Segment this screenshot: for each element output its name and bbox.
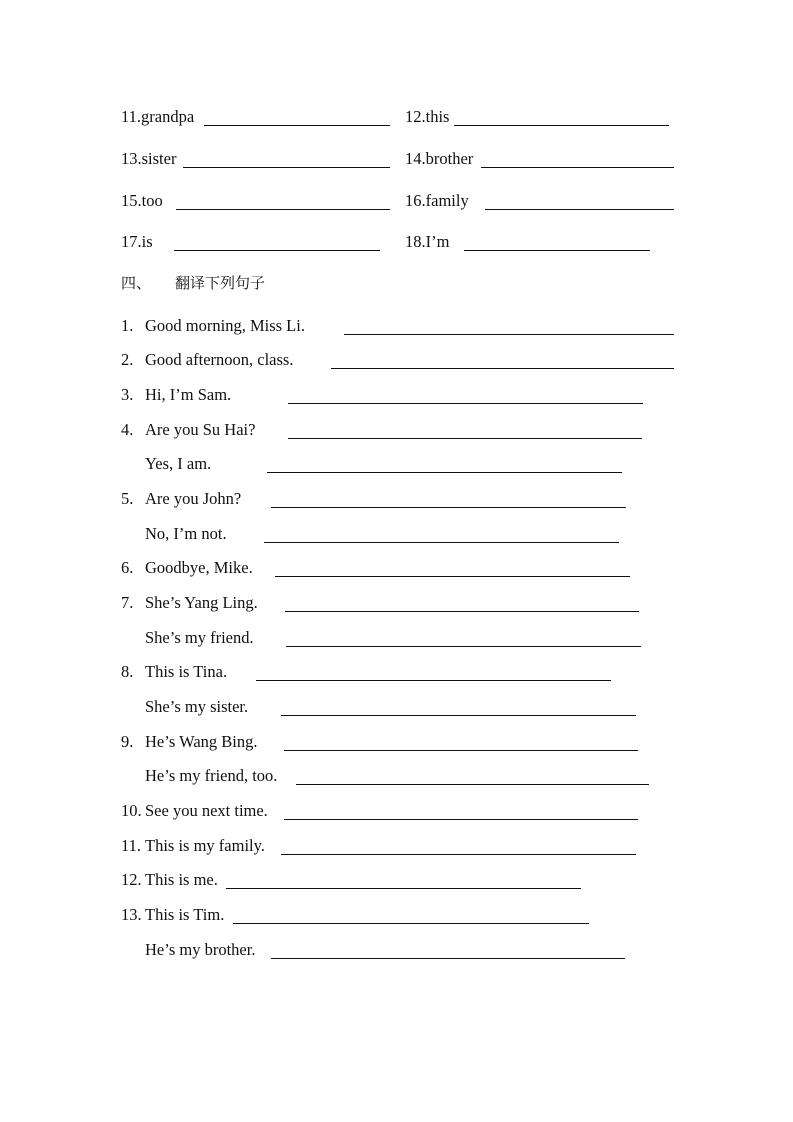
- sentence-number: 4.: [121, 420, 134, 439]
- answer-blank[interactable]: [281, 854, 636, 855]
- sentence-text: This is Tim.: [145, 905, 225, 924]
- answer-blank[interactable]: [174, 250, 380, 251]
- answer-blank[interactable]: [281, 715, 636, 716]
- answer-blank[interactable]: [288, 403, 643, 404]
- sentence-item: [121, 316, 305, 336]
- sentence-text: Good afternoon, class.: [145, 350, 294, 369]
- answer-blank[interactable]: [284, 750, 638, 751]
- sentence-text: This is Tina.: [145, 662, 228, 681]
- sentence-item: [121, 732, 258, 752]
- sentence-item: [121, 870, 218, 890]
- answer-blank[interactable]: [226, 888, 581, 889]
- sentence-item: [121, 385, 231, 405]
- sentence-text: He’s Wang Bing.: [145, 732, 258, 751]
- sentence-text: He’s my brother.: [145, 940, 256, 959]
- sentence-number: 10.: [121, 801, 142, 820]
- sentence-item: [121, 628, 254, 648]
- word-item: 14.brother: [405, 149, 474, 168]
- section-title: 翻译下列句子: [175, 274, 266, 292]
- answer-blank[interactable]: [275, 576, 630, 577]
- sentence-item: [121, 801, 268, 821]
- sentence-text: This is my family.: [145, 836, 265, 855]
- sentence-item: [121, 766, 277, 786]
- sentence-text: No, I’m not.: [145, 524, 227, 543]
- sentence-text: Good morning, Miss Li.: [145, 316, 305, 335]
- sentence-item: [121, 350, 293, 370]
- sentence-text: She’s my sister.: [145, 697, 249, 716]
- answer-blank[interactable]: [264, 542, 619, 543]
- answer-blank[interactable]: [296, 784, 649, 785]
- answer-blank[interactable]: [485, 209, 674, 210]
- answer-blank[interactable]: [204, 125, 390, 126]
- word-item: 17.is: [121, 232, 153, 251]
- word-item: 15.too: [121, 191, 163, 210]
- sentence-item: [121, 420, 255, 440]
- word-item: 12.this: [405, 107, 450, 126]
- word-item: 16.family: [405, 191, 469, 210]
- sentence-number: 6.: [121, 558, 134, 577]
- answer-blank[interactable]: [233, 923, 589, 924]
- answer-blank[interactable]: [331, 368, 674, 369]
- sentence-text: Are you Su Hai?: [145, 420, 256, 439]
- word-item: 11.grandpa: [121, 107, 195, 126]
- word-item: 13.sister: [121, 149, 177, 168]
- answer-blank[interactable]: [271, 507, 626, 508]
- sentence-item: [121, 489, 241, 509]
- answer-blank[interactable]: [454, 125, 669, 126]
- sentence-text: This is me.: [145, 870, 218, 889]
- sentence-text: Yes, I am.: [145, 454, 212, 473]
- answer-blank[interactable]: [481, 167, 674, 168]
- sentence-text: Hi, I’m Sam.: [145, 385, 232, 404]
- sentence-item: [121, 697, 248, 717]
- answer-blank[interactable]: [285, 611, 639, 612]
- sentence-item: [121, 940, 255, 960]
- sentence-text: She’s Yang Ling.: [145, 593, 258, 612]
- answer-blank[interactable]: [286, 646, 641, 647]
- answer-blank[interactable]: [284, 819, 638, 820]
- sentence-number: 8.: [121, 662, 134, 681]
- sentence-item: [121, 524, 227, 544]
- answer-blank[interactable]: [464, 250, 650, 251]
- sentence-number: 3.: [121, 385, 134, 404]
- sentence-number: 11.: [121, 836, 142, 855]
- answer-blank[interactable]: [288, 438, 642, 439]
- sentence-text: Goodbye, Mike.: [145, 558, 253, 577]
- sentence-item: [121, 454, 211, 474]
- sentence-number: 9.: [121, 732, 134, 751]
- sentence-number: 5.: [121, 489, 134, 508]
- sentence-text: He’s my friend, too.: [145, 766, 278, 785]
- sentence-text: She’s my friend.: [145, 628, 254, 647]
- answer-blank[interactable]: [344, 334, 674, 335]
- sentence-number: 13.: [121, 905, 142, 924]
- sentence-text: See you next time.: [145, 801, 268, 820]
- sentence-number: 1.: [121, 316, 134, 335]
- word-item: 18.I’m: [405, 232, 450, 251]
- sentence-item: [121, 905, 224, 925]
- section-number: 四、: [121, 274, 152, 292]
- sentence-number: 7.: [121, 593, 134, 612]
- answer-blank[interactable]: [267, 472, 622, 473]
- sentence-item: [121, 836, 265, 856]
- sentence-item: [121, 558, 253, 578]
- sentence-text: Are you John?: [145, 489, 242, 508]
- section-heading: [121, 273, 265, 293]
- answer-blank[interactable]: [183, 167, 390, 168]
- sentence-item: [121, 593, 258, 613]
- answer-blank[interactable]: [256, 680, 611, 681]
- answer-blank[interactable]: [271, 958, 625, 959]
- sentence-number: 2.: [121, 350, 134, 369]
- sentence-item: [121, 662, 227, 682]
- answer-blank[interactable]: [176, 209, 390, 210]
- sentence-number: 12.: [121, 870, 142, 889]
